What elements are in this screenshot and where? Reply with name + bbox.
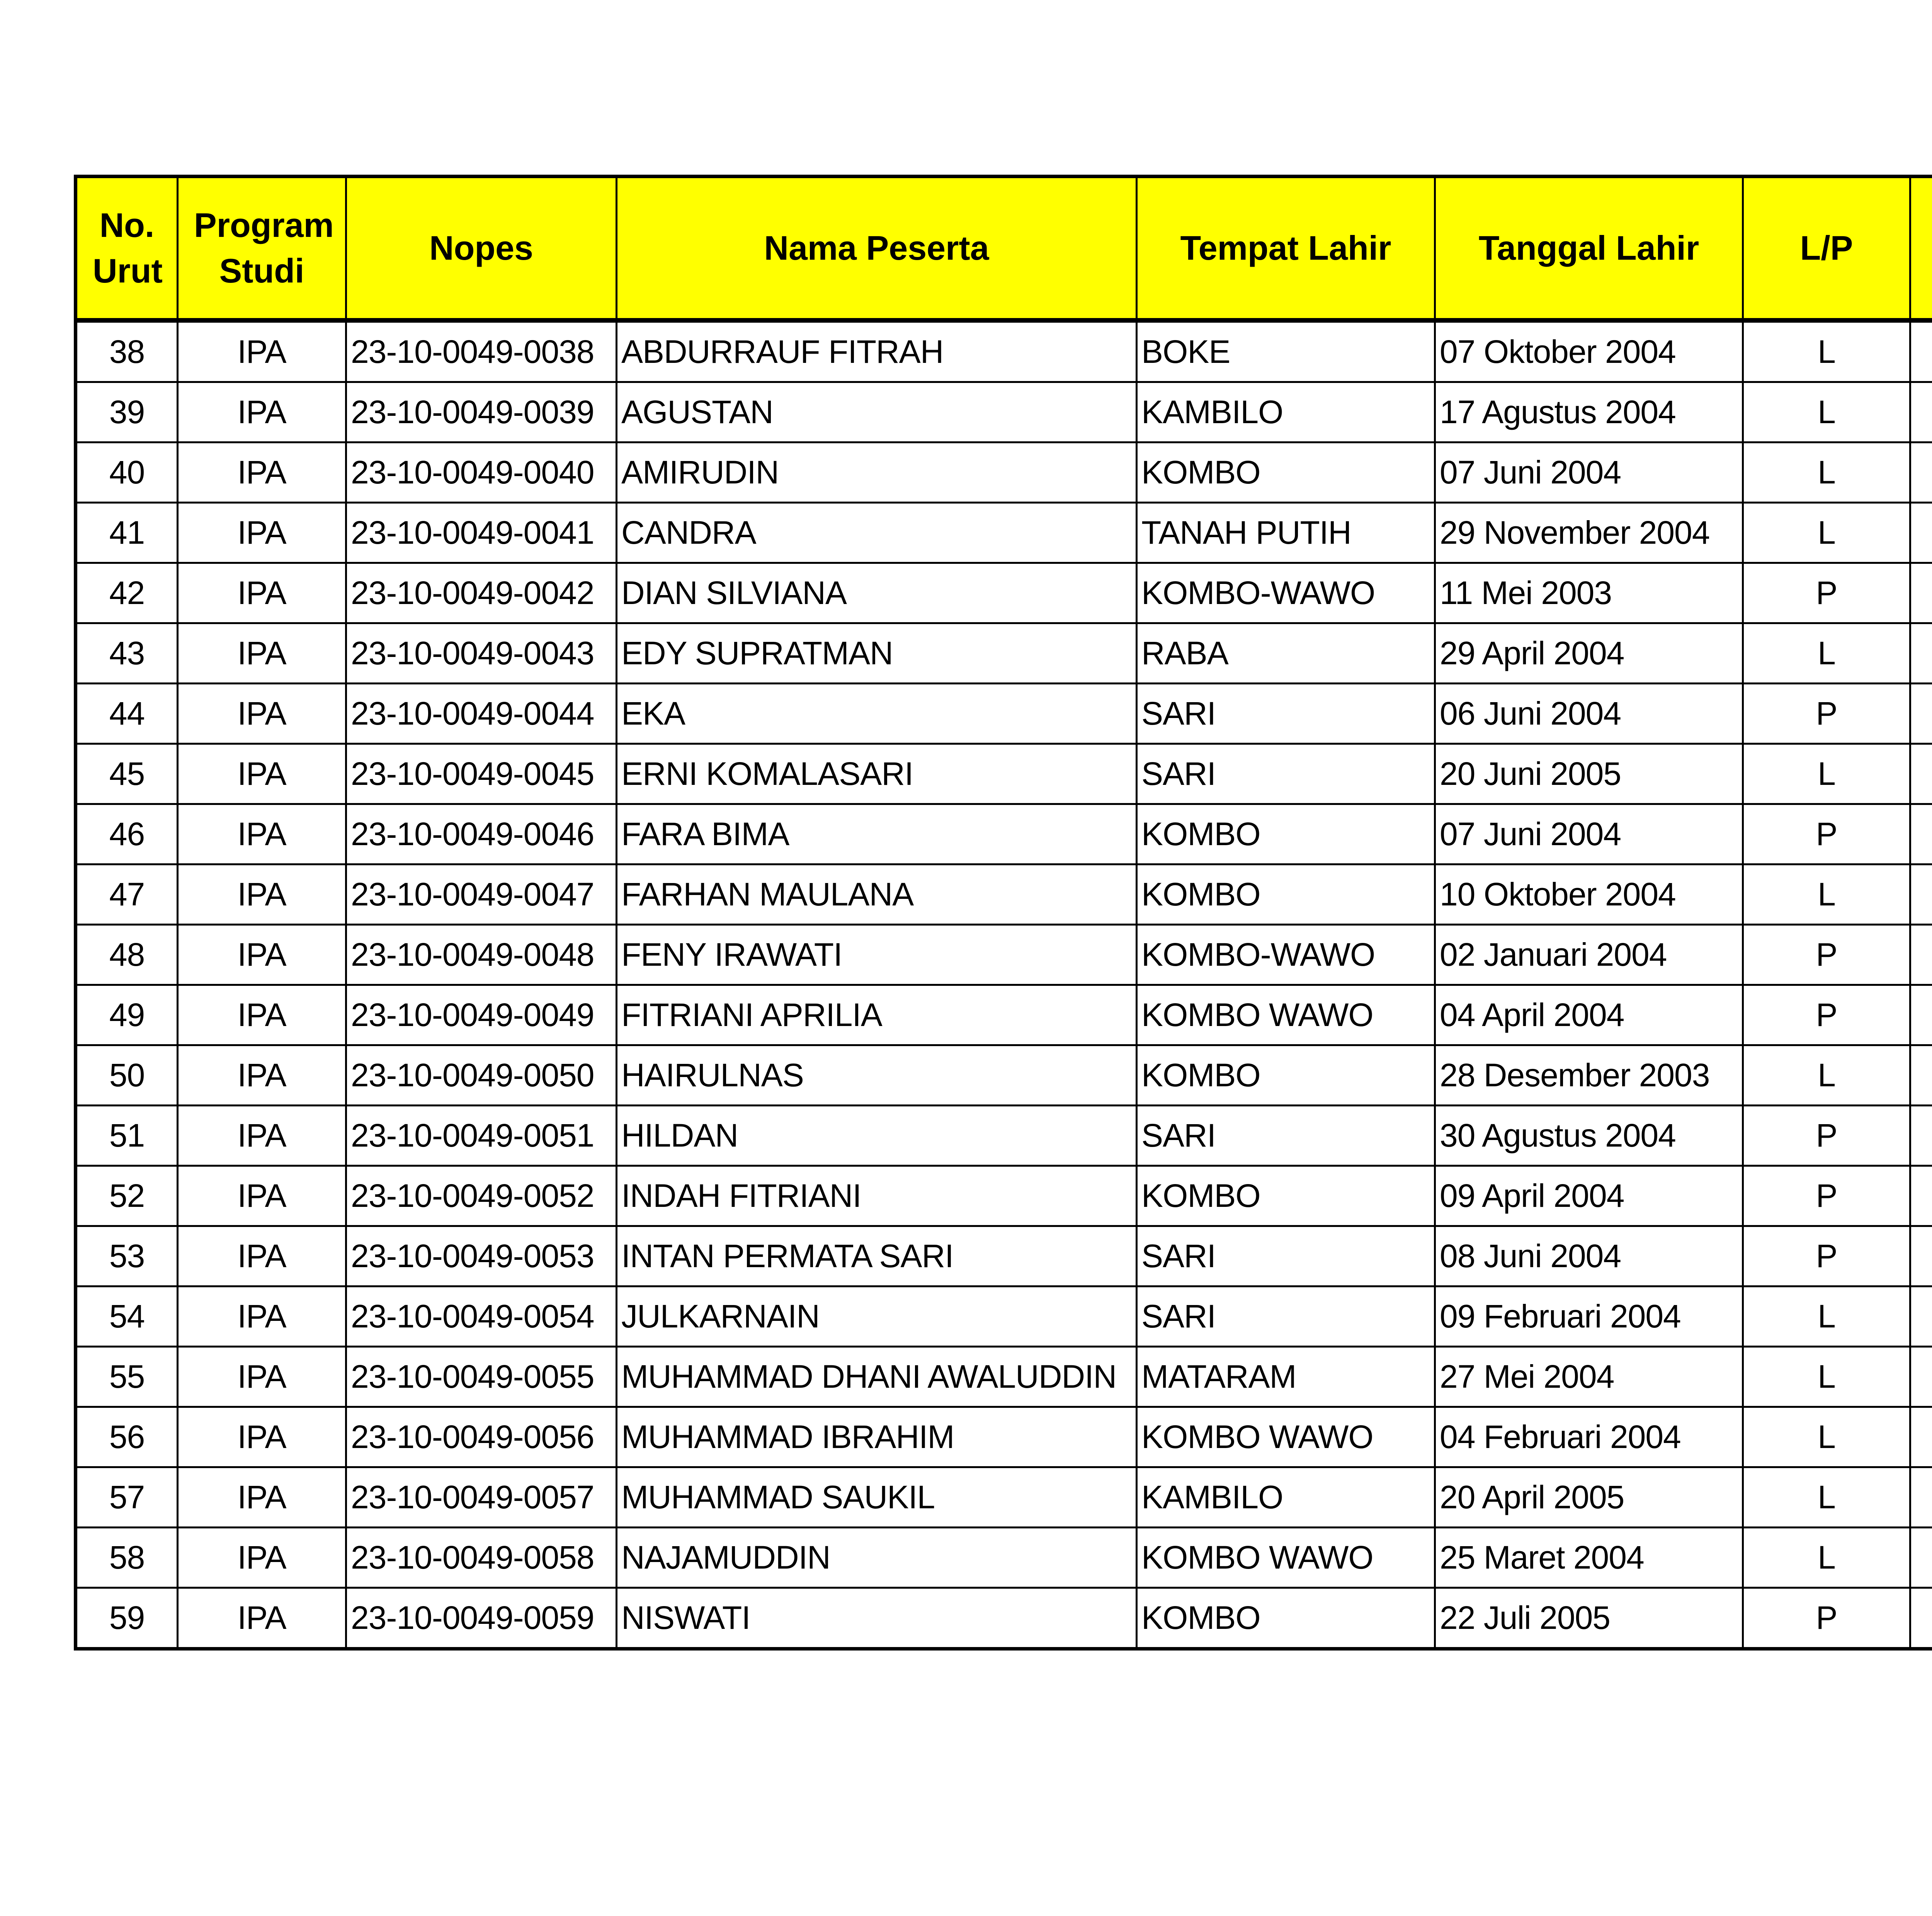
cell-lp: L	[1743, 623, 1910, 684]
cell-lp: L	[1743, 442, 1910, 503]
cell-nopes: 23-10-0049-0055	[346, 1347, 617, 1407]
cell-no-urut: 51	[76, 1106, 178, 1166]
cell-nama-peserta: FENY IRAWATI	[617, 925, 1137, 985]
cell-tanggal-lahir: 27 Mei 2004	[1435, 1347, 1743, 1407]
cell-tempat-lahir: KOMBO WAWO	[1137, 985, 1435, 1045]
cell-nama-peserta: FARA BIMA	[617, 804, 1137, 864]
cell-nama-peserta: MUHAMMAD SAUKIL	[617, 1467, 1137, 1528]
cell-tanggal-lahir: 10 Oktober 2004	[1435, 864, 1743, 925]
cell-program-studi: IPA	[178, 623, 346, 684]
cell-nama-peserta: FARHAN MAULANA	[617, 864, 1137, 925]
cell-tanggal-lahir: 17 Agustus 2004	[1435, 382, 1743, 442]
cell-lp: L	[1743, 1045, 1910, 1106]
table-row	[76, 1226, 1932, 1286]
table-row	[76, 744, 1932, 804]
header-lp: L/P	[1743, 177, 1910, 321]
cell-tempat-lahir: KOMBO	[1137, 1045, 1435, 1106]
cell-no-urut: 55	[76, 1347, 178, 1407]
cell-lp: L	[1743, 503, 1910, 563]
cell-nisn	[1910, 1045, 1932, 1106]
cell-program-studi: IPA	[178, 1045, 346, 1106]
cell-no-urut: 58	[76, 1528, 178, 1588]
cell-no-urut: 49	[76, 985, 178, 1045]
cell-nisn	[1910, 1166, 1932, 1226]
table-row	[76, 382, 1932, 442]
cell-nisn	[1910, 503, 1932, 563]
cell-program-studi: IPA	[178, 382, 346, 442]
table-row	[76, 503, 1932, 563]
cell-lp: P	[1743, 684, 1910, 744]
cell-nisn	[1910, 985, 1932, 1045]
cell-tanggal-lahir: 11 Mei 2003	[1435, 563, 1743, 623]
cell-tempat-lahir: SARI	[1137, 744, 1435, 804]
cell-nopes: 23-10-0049-0048	[346, 925, 617, 985]
cell-tanggal-lahir: 20 Juni 2005	[1435, 744, 1743, 804]
cell-nama-peserta: ABDURRAUF FITRAH	[617, 320, 1137, 382]
cell-nopes: 23-10-0049-0056	[346, 1407, 617, 1467]
cell-nopes: 23-10-0049-0038	[346, 320, 617, 382]
cell-nama-peserta: FITRIANI APRILIA	[617, 985, 1137, 1045]
table-row	[76, 1286, 1932, 1347]
cell-lp: P	[1743, 563, 1910, 623]
table-row	[76, 442, 1932, 503]
cell-no-urut: 48	[76, 925, 178, 985]
cell-nisn	[1910, 804, 1932, 864]
cell-nopes: 23-10-0049-0057	[346, 1467, 617, 1528]
cell-program-studi: IPA	[178, 804, 346, 864]
cell-nisn	[1910, 1106, 1932, 1166]
cell-nisn	[1910, 442, 1932, 503]
cell-program-studi: IPA	[178, 1528, 346, 1588]
cell-tanggal-lahir: 02 Januari 2004	[1435, 925, 1743, 985]
cell-program-studi: IPA	[178, 1226, 346, 1286]
cell-tempat-lahir: KOMBO	[1137, 864, 1435, 925]
cell-program-studi: IPA	[178, 1467, 346, 1528]
cell-program-studi: IPA	[178, 1407, 346, 1467]
cell-nopes: 23-10-0049-0042	[346, 563, 617, 623]
table-row	[76, 1045, 1932, 1106]
cell-nopes: 23-10-0049-0059	[346, 1588, 617, 1649]
cell-tanggal-lahir: 04 Februari 2004	[1435, 1407, 1743, 1467]
cell-program-studi: IPA	[178, 503, 346, 563]
cell-tempat-lahir: MATARAM	[1137, 1347, 1435, 1407]
cell-tempat-lahir: KOMBO-WAWO	[1137, 563, 1435, 623]
cell-program-studi: IPA	[178, 442, 346, 503]
cell-no-urut: 41	[76, 503, 178, 563]
cell-nama-peserta: EKA	[617, 684, 1137, 744]
cell-no-urut: 53	[76, 1226, 178, 1286]
cell-tempat-lahir: SARI	[1137, 684, 1435, 744]
cell-lp: P	[1743, 985, 1910, 1045]
header-program-studi: Program Studi	[178, 177, 346, 321]
cell-lp: P	[1743, 804, 1910, 864]
cell-nama-peserta: JULKARNAIN	[617, 1286, 1137, 1347]
cell-tanggal-lahir: 09 Februari 2004	[1435, 1286, 1743, 1347]
cell-program-studi: IPA	[178, 744, 346, 804]
cell-nama-peserta: MUHAMMAD IBRAHIM	[617, 1407, 1137, 1467]
cell-nopes: 23-10-0049-0051	[346, 1106, 617, 1166]
cell-nama-peserta: NISWATI	[617, 1588, 1137, 1649]
cell-nisn	[1910, 684, 1932, 744]
cell-no-urut: 42	[76, 563, 178, 623]
table-row	[76, 1528, 1932, 1588]
cell-nama-peserta: EDY SUPRATMAN	[617, 623, 1137, 684]
cell-nama-peserta: HILDAN	[617, 1106, 1137, 1166]
cell-lp: L	[1743, 744, 1910, 804]
cell-tempat-lahir: KOMBO WAWO	[1137, 1528, 1435, 1588]
cell-program-studi: IPA	[178, 1286, 346, 1347]
cell-tempat-lahir: SARI	[1137, 1286, 1435, 1347]
cell-nopes: 23-10-0049-0043	[346, 623, 617, 684]
cell-nisn	[1910, 1588, 1932, 1649]
table-row	[76, 1407, 1932, 1467]
cell-program-studi: IPA	[178, 563, 346, 623]
table-header	[76, 177, 1932, 321]
cell-no-urut: 56	[76, 1407, 178, 1467]
cell-nama-peserta: INTAN PERMATA SARI	[617, 1226, 1137, 1286]
table-row	[76, 804, 1932, 864]
cell-tanggal-lahir: 07 Juni 2004	[1435, 442, 1743, 503]
table-row	[76, 1106, 1932, 1166]
cell-program-studi: IPA	[178, 684, 346, 744]
cell-lp: L	[1743, 1347, 1910, 1407]
table-row	[76, 684, 1932, 744]
cell-tanggal-lahir: 29 November 2004	[1435, 503, 1743, 563]
cell-nopes: 23-10-0049-0045	[346, 744, 617, 804]
cell-nama-peserta: NAJAMUDDIN	[617, 1528, 1137, 1588]
header-nisn	[1910, 177, 1932, 321]
cell-no-urut: 52	[76, 1166, 178, 1226]
cell-nopes: 23-10-0049-0058	[346, 1528, 617, 1588]
table-body	[76, 320, 1932, 1649]
cell-lp: L	[1743, 864, 1910, 925]
header-nopes: Nopes	[346, 177, 617, 321]
header-tempat-lahir: Tempat Lahir	[1137, 177, 1435, 321]
cell-program-studi: IPA	[178, 1106, 346, 1166]
cell-no-urut: 43	[76, 623, 178, 684]
cell-program-studi: IPA	[178, 1166, 346, 1226]
cell-nama-peserta: CANDRA	[617, 503, 1137, 563]
cell-lp: P	[1743, 1106, 1910, 1166]
cell-tanggal-lahir: 28 Desember 2003	[1435, 1045, 1743, 1106]
cell-no-urut: 50	[76, 1045, 178, 1106]
cell-nisn	[1910, 1407, 1932, 1467]
cell-tempat-lahir: KOMBO	[1137, 442, 1435, 503]
cell-no-urut: 46	[76, 804, 178, 864]
cell-lp: L	[1743, 1528, 1910, 1588]
cell-lp: P	[1743, 1166, 1910, 1226]
cell-tanggal-lahir: 20 April 2005	[1435, 1467, 1743, 1528]
cell-nisn	[1910, 1347, 1932, 1407]
cell-program-studi: IPA	[178, 864, 346, 925]
cell-tanggal-lahir: 09 April 2004	[1435, 1166, 1743, 1226]
cell-lp: L	[1743, 320, 1910, 382]
cell-nama-peserta: DIAN SILVIANA	[617, 563, 1137, 623]
cell-tanggal-lahir: 08 Juni 2004	[1435, 1226, 1743, 1286]
cell-nopes: 23-10-0049-0053	[346, 1226, 617, 1286]
cell-tempat-lahir: RABA	[1137, 623, 1435, 684]
table-row	[76, 1467, 1932, 1528]
cell-no-urut: 45	[76, 744, 178, 804]
cell-nisn	[1910, 320, 1932, 382]
cell-lp: P	[1743, 925, 1910, 985]
cell-nopes: 23-10-0049-0052	[346, 1166, 617, 1226]
cell-tanggal-lahir: 04 April 2004	[1435, 985, 1743, 1045]
cell-program-studi: IPA	[178, 985, 346, 1045]
cell-nisn	[1910, 744, 1932, 804]
cell-program-studi: IPA	[178, 925, 346, 985]
cell-nopes: 23-10-0049-0050	[346, 1045, 617, 1106]
cell-no-urut: 59	[76, 1588, 178, 1649]
cell-tanggal-lahir: 30 Agustus 2004	[1435, 1106, 1743, 1166]
cell-nopes: 23-10-0049-0049	[346, 985, 617, 1045]
cell-nopes: 23-10-0049-0046	[346, 804, 617, 864]
cell-program-studi: IPA	[178, 1588, 346, 1649]
cell-nama-peserta: AMIRUDIN	[617, 442, 1137, 503]
cell-nama-peserta: INDAH FITRIANI	[617, 1166, 1137, 1226]
cell-nopes: 23-10-0049-0044	[346, 684, 617, 744]
table-row	[76, 563, 1932, 623]
cell-nisn	[1910, 1467, 1932, 1528]
table-row	[76, 925, 1932, 985]
cell-no-urut: 47	[76, 864, 178, 925]
table-row	[76, 985, 1932, 1045]
table-row	[76, 864, 1932, 925]
cell-tempat-lahir: KAMBILO	[1137, 382, 1435, 442]
cell-nopes: 23-10-0049-0040	[346, 442, 617, 503]
cell-tempat-lahir: TANAH PUTIH	[1137, 503, 1435, 563]
cell-tanggal-lahir: 29 April 2004	[1435, 623, 1743, 684]
cell-nopes: 23-10-0049-0041	[346, 503, 617, 563]
cell-nopes: 23-10-0049-0039	[346, 382, 617, 442]
cell-nisn	[1910, 382, 1932, 442]
cell-tempat-lahir: KAMBILO	[1137, 1467, 1435, 1528]
table-row	[76, 320, 1932, 382]
cell-no-urut: 39	[76, 382, 178, 442]
cell-tempat-lahir: SARI	[1137, 1106, 1435, 1166]
cell-nisn	[1910, 563, 1932, 623]
cell-lp: P	[1743, 1226, 1910, 1286]
cell-tanggal-lahir: 22 Juli 2005	[1435, 1588, 1743, 1649]
cell-nisn	[1910, 1528, 1932, 1588]
cell-no-urut: 57	[76, 1467, 178, 1528]
cell-program-studi: IPA	[178, 320, 346, 382]
participant-table	[74, 175, 1932, 1651]
cell-no-urut: 54	[76, 1286, 178, 1347]
cell-no-urut: 44	[76, 684, 178, 744]
cell-no-urut: 40	[76, 442, 178, 503]
cell-nisn	[1910, 925, 1932, 985]
cell-tempat-lahir: KOMBO	[1137, 1588, 1435, 1649]
header-nama-peserta: Nama Peserta	[617, 177, 1137, 321]
cell-tempat-lahir: KOMBO-WAWO	[1137, 925, 1435, 985]
cell-tempat-lahir: KOMBO	[1137, 804, 1435, 864]
cell-nopes: 23-10-0049-0054	[346, 1286, 617, 1347]
cell-tanggal-lahir: 25 Maret 2004	[1435, 1528, 1743, 1588]
cell-nopes: 23-10-0049-0047	[346, 864, 617, 925]
table-row	[76, 1588, 1932, 1649]
cell-tempat-lahir: BOKE	[1137, 320, 1435, 382]
cell-nisn	[1910, 1286, 1932, 1347]
header-tanggal-lahir: Tanggal Lahir	[1435, 177, 1743, 321]
cell-tanggal-lahir: 06 Juni 2004	[1435, 684, 1743, 744]
cell-nisn	[1910, 1226, 1932, 1286]
cell-lp: L	[1743, 1286, 1910, 1347]
header-row	[76, 177, 1932, 321]
cell-program-studi: IPA	[178, 1347, 346, 1407]
cell-tanggal-lahir: 07 Oktober 2004	[1435, 320, 1743, 382]
header-no-urut: No. Urut	[76, 177, 178, 321]
cell-nama-peserta: ERNI KOMALASARI	[617, 744, 1137, 804]
cell-no-urut: 38	[76, 320, 178, 382]
cell-tanggal-lahir: 07 Juni 2004	[1435, 804, 1743, 864]
table-row	[76, 623, 1932, 684]
table-row	[76, 1347, 1932, 1407]
cell-tempat-lahir: SARI	[1137, 1226, 1435, 1286]
cell-lp: L	[1743, 1467, 1910, 1528]
cell-tempat-lahir: KOMBO	[1137, 1166, 1435, 1226]
cell-lp: L	[1743, 382, 1910, 442]
cell-nama-peserta: HAIRULNAS	[617, 1045, 1137, 1106]
cell-tempat-lahir: KOMBO WAWO	[1137, 1407, 1435, 1467]
table-row	[76, 1166, 1932, 1226]
cell-nisn	[1910, 623, 1932, 684]
cell-nisn	[1910, 864, 1932, 925]
cell-nama-peserta: MUHAMMAD DHANI AWALUDDIN	[617, 1347, 1137, 1407]
cell-nama-peserta: AGUSTAN	[617, 382, 1137, 442]
cell-lp: L	[1743, 1407, 1910, 1467]
cell-lp: P	[1743, 1588, 1910, 1649]
